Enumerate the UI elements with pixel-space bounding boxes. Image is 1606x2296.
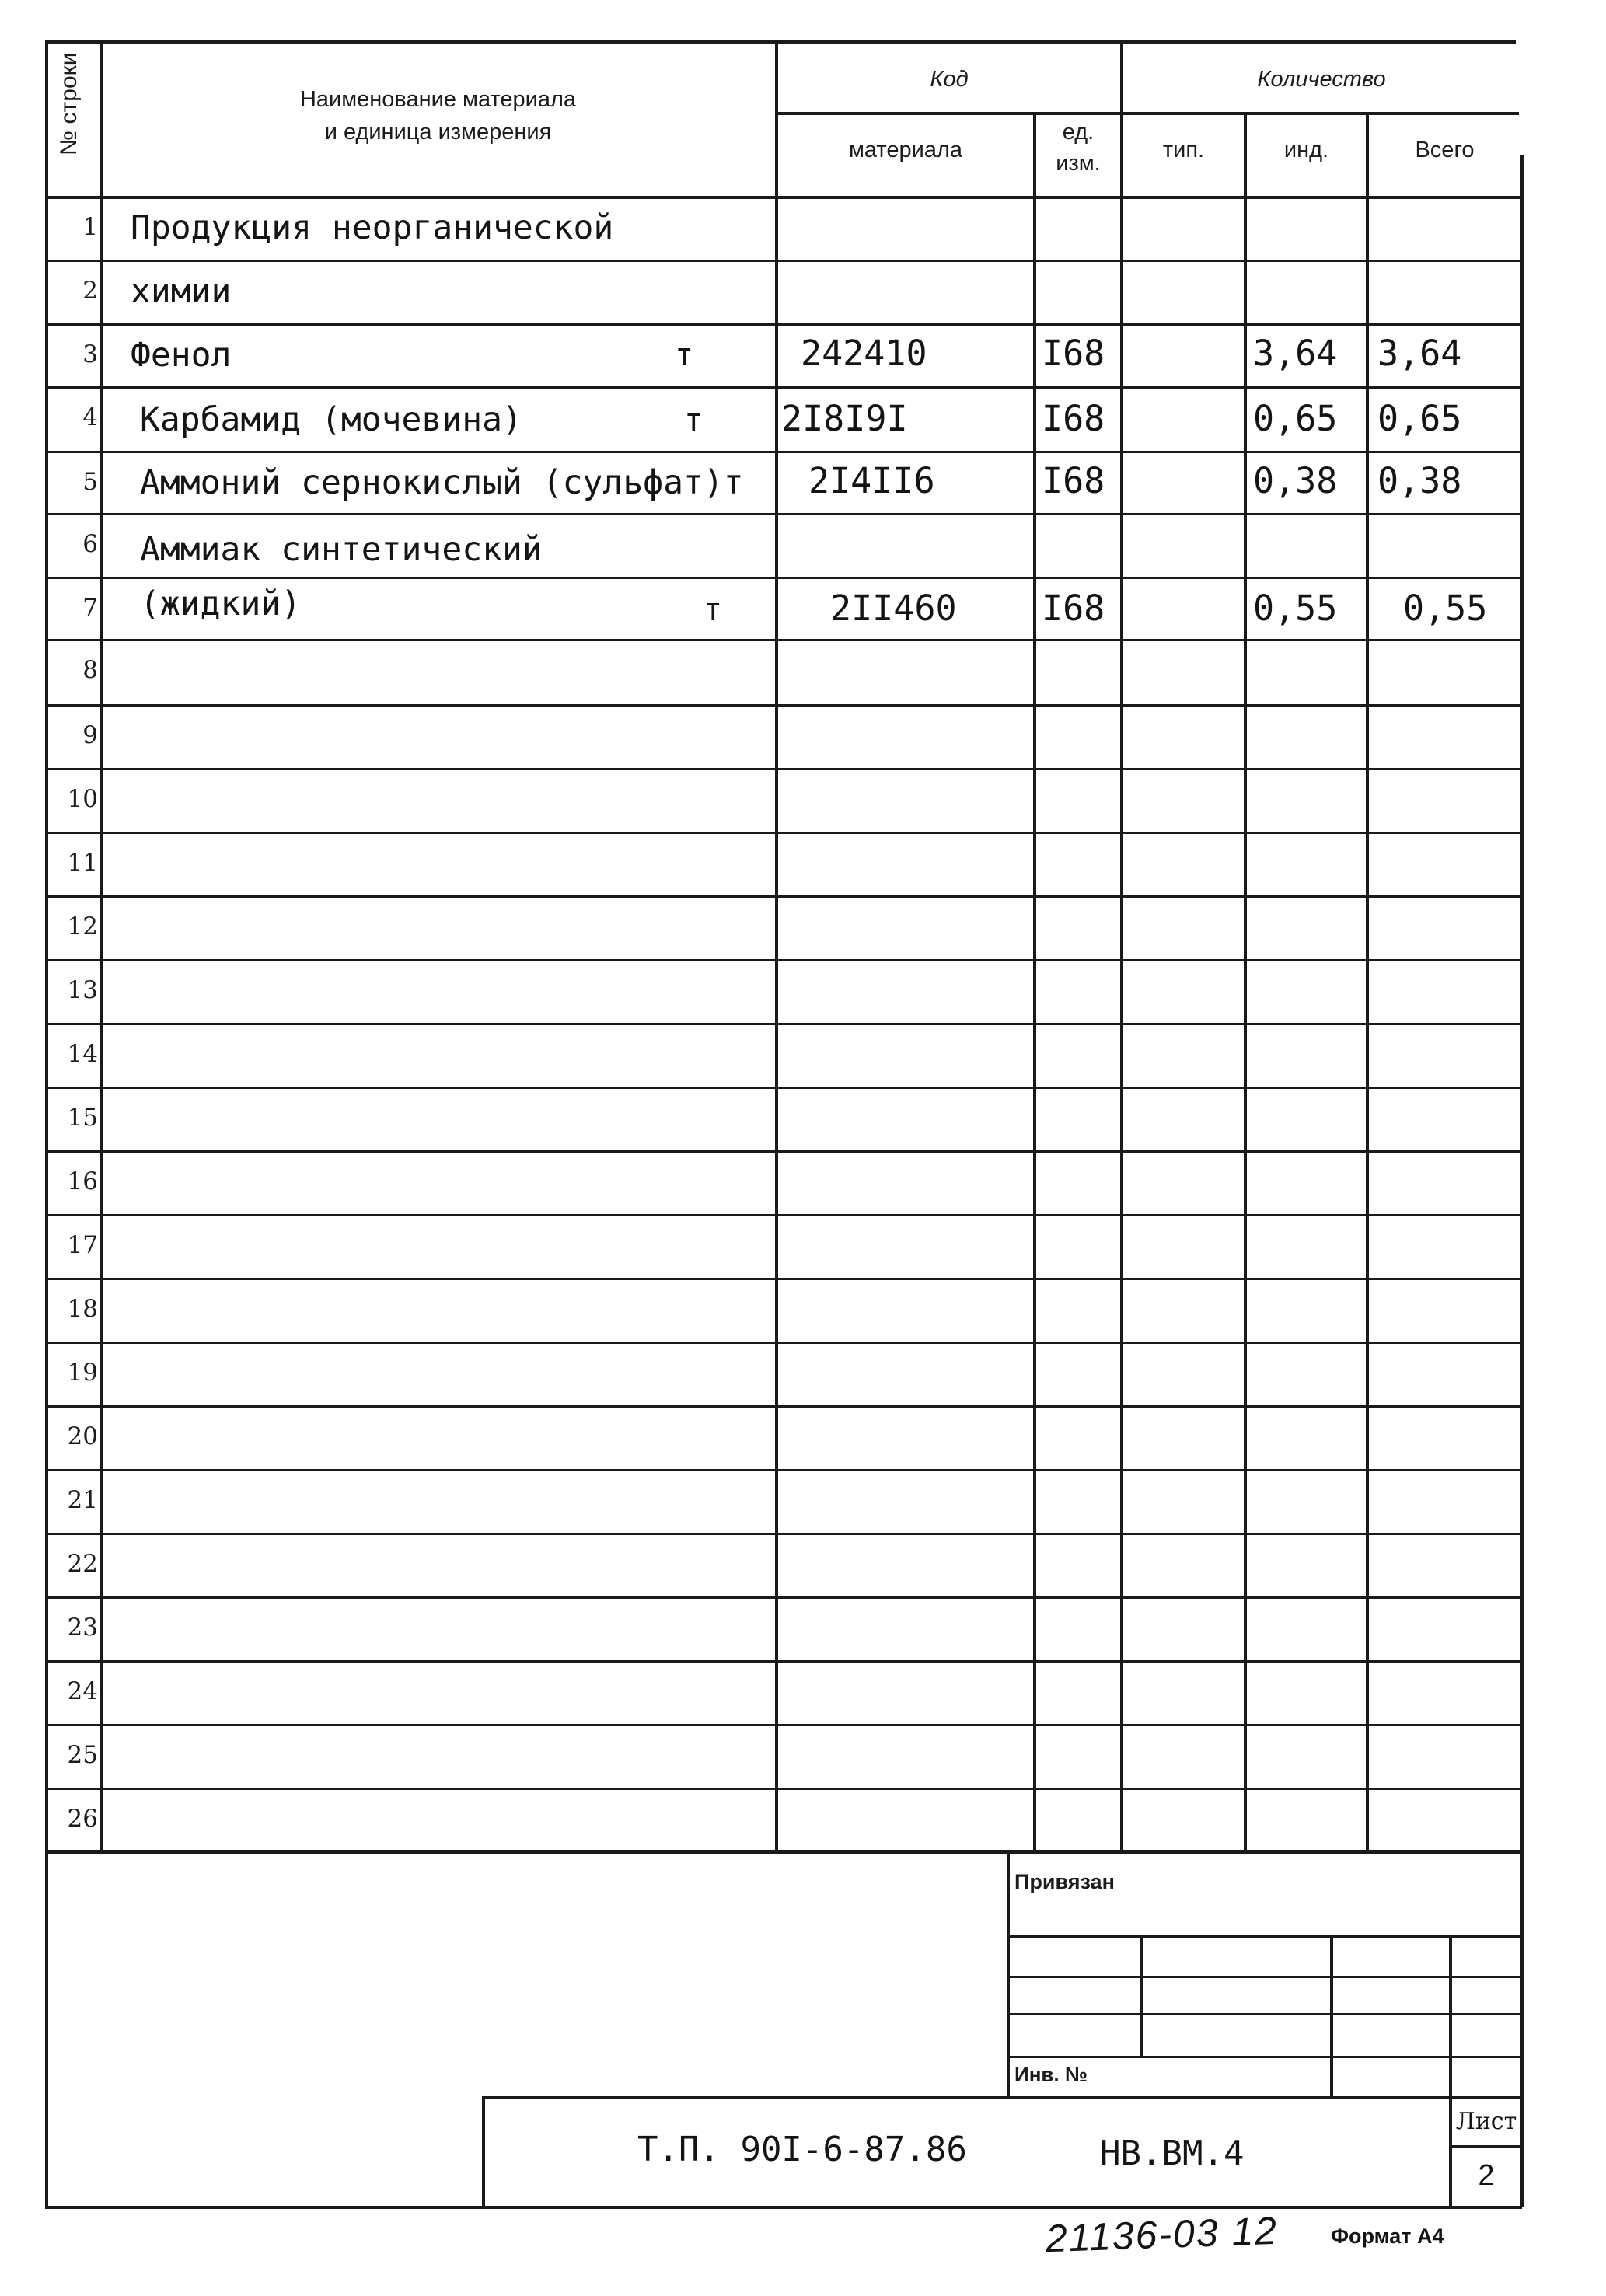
row-number: 4 <box>82 403 98 431</box>
stamp-main-left <box>482 2096 485 2208</box>
row-3-unit: т <box>675 337 694 373</box>
row-line <box>45 451 1522 453</box>
format-label: Формат А4 <box>1331 2224 1444 2248</box>
row-7-ind: 0,55 <box>1253 588 1338 629</box>
row-7-unit: т <box>703 592 723 628</box>
row-number: 11 <box>67 849 98 877</box>
row-line <box>45 768 1522 770</box>
row-number: 1 <box>82 213 98 241</box>
row-line <box>45 1469 1522 1471</box>
table-right-border <box>1520 155 1524 2207</box>
row-line <box>45 704 1522 707</box>
row-1-name: Продукция неорганической <box>131 208 614 247</box>
row-4-total: 0,65 <box>1377 398 1462 439</box>
rownum-col-line <box>100 40 103 1851</box>
row-5-total: 0,38 <box>1377 460 1462 501</box>
stamp-line-1 <box>1007 1935 1520 1938</box>
row-7-name: (жидкий) <box>140 584 302 623</box>
row-5-code: 2I4II6 <box>808 460 935 501</box>
stamp-sheet-label: Лист <box>1455 2108 1517 2135</box>
stamp-privyazan: Привязан <box>1014 1870 1115 1893</box>
stamp-doc-code: Т.П. 90I-6-87.86 <box>637 2130 967 2169</box>
header-row-no: № строки <box>56 52 82 155</box>
row-number: 24 <box>67 1677 98 1705</box>
row-7-uom: I68 <box>1042 588 1105 629</box>
header-ind: инд. <box>1283 138 1329 162</box>
stamp-line-4 <box>1007 2056 1520 2058</box>
stamp-col-1 <box>1140 1935 1143 2056</box>
row-number: 15 <box>67 1104 98 1132</box>
row-line <box>45 1596 1522 1599</box>
row-number: 25 <box>67 1741 98 1769</box>
row-3-uom: I68 <box>1042 333 1105 374</box>
table-top-border <box>45 40 1516 44</box>
row-line <box>45 513 1522 515</box>
row-2-name: химии <box>131 272 232 311</box>
header-code: Код <box>930 67 969 92</box>
row-line <box>45 1087 1522 1089</box>
row-line <box>45 1660 1522 1663</box>
header-mid-line <box>775 112 1519 115</box>
row-number: 14 <box>67 1040 98 1068</box>
row-number: 12 <box>67 912 98 940</box>
row-3-total: 3,64 <box>1377 333 1462 374</box>
stamp-top-line <box>45 1850 1522 1853</box>
row-number: 2 <box>82 277 98 305</box>
stamp-inv-no: Инв. № <box>1014 2063 1088 2086</box>
row-number: 23 <box>67 1614 98 1642</box>
row-7-code: 2II460 <box>830 588 957 629</box>
header-unit-line1: ед. <box>1062 120 1095 145</box>
row-line <box>45 959 1522 961</box>
code-col-line <box>1033 112 1036 1851</box>
handwritten-number: 21136-03 12 <box>1045 2208 1279 2261</box>
row-line <box>45 1724 1522 1726</box>
row-number: 21 <box>67 1486 98 1514</box>
row-4-uom: I68 <box>1042 398 1105 439</box>
row-number: 3 <box>82 340 98 368</box>
name-col-line <box>775 40 778 1851</box>
stamp-line-3 <box>1007 2013 1520 2015</box>
row-number: 10 <box>67 785 98 813</box>
row-3-ind: 3,64 <box>1253 333 1338 374</box>
stamp-sheet-code: НВ.ВМ.4 <box>1100 2134 1245 2173</box>
header-bottom-line <box>45 196 1522 199</box>
row-line <box>45 895 1522 898</box>
row-line <box>45 1405 1522 1408</box>
row-line <box>45 577 1522 579</box>
row-line <box>45 1214 1522 1216</box>
row-line <box>45 323 1522 326</box>
header-total: Всего <box>1415 138 1475 162</box>
row-line <box>45 386 1522 389</box>
row-line <box>45 1278 1522 1280</box>
row-number: 26 <box>67 1805 98 1833</box>
row-line <box>45 832 1522 834</box>
row-line <box>45 1023 1522 1025</box>
header-name-line2: и единица измерения <box>324 120 552 145</box>
header-quantity: Количество <box>1257 67 1386 92</box>
row-line <box>45 1788 1522 1790</box>
stamp-col-2 <box>1330 1935 1333 2099</box>
typ-col-line <box>1244 112 1247 1851</box>
row-4-name: Карбамид (мочевина) <box>140 400 522 439</box>
header-material: материала <box>848 138 963 162</box>
ind-col-line <box>1366 112 1369 1851</box>
row-number: 6 <box>82 530 98 558</box>
row-number: 17 <box>67 1231 98 1259</box>
stamp-bottom-line <box>45 2206 1522 2209</box>
row-line <box>45 1150 1522 1153</box>
row-number: 5 <box>82 468 98 496</box>
row-number: 19 <box>67 1359 98 1387</box>
stamp-line-2 <box>1007 1976 1520 1978</box>
row-line <box>45 1533 1522 1535</box>
header-unit-line2: изм. <box>1056 151 1101 176</box>
row-3-name: Фенол <box>131 336 232 375</box>
quantity-col-line <box>1120 40 1123 1851</box>
row-line <box>45 1342 1522 1344</box>
stamp-sheet-divider <box>1449 2145 1522 2148</box>
row-3-code: 242410 <box>801 333 927 374</box>
row-number: 9 <box>82 721 98 749</box>
row-5-ind: 0,38 <box>1253 460 1338 501</box>
header-name-line1: Наименование материала <box>299 87 577 112</box>
row-number: 7 <box>82 594 98 622</box>
stamp-privyazan-left <box>1007 1850 1010 2099</box>
row-4-ind: 0,65 <box>1253 398 1338 439</box>
row-line <box>45 639 1522 641</box>
row-number: 16 <box>67 1167 98 1195</box>
row-number: 13 <box>67 976 98 1004</box>
stamp-sheet-number: 2 <box>1478 2159 1495 2192</box>
row-4-unit: т <box>684 403 703 438</box>
row-6-name: Аммиак синтетический <box>140 530 543 569</box>
row-5-name: Аммоний сернокислый (сульфат)т <box>140 463 744 502</box>
row-line <box>45 260 1522 262</box>
row-number: 18 <box>67 1295 98 1323</box>
row-4-code: 2I8I9I <box>781 398 908 439</box>
row-number: 20 <box>67 1422 98 1450</box>
row-number: 8 <box>82 656 98 684</box>
row-7-total: 0,55 <box>1403 588 1488 629</box>
header-typ: тип. <box>1162 138 1205 162</box>
stamp-main-top <box>482 2096 1522 2099</box>
row-number: 22 <box>67 1550 98 1578</box>
row-5-uom: I68 <box>1042 460 1105 501</box>
